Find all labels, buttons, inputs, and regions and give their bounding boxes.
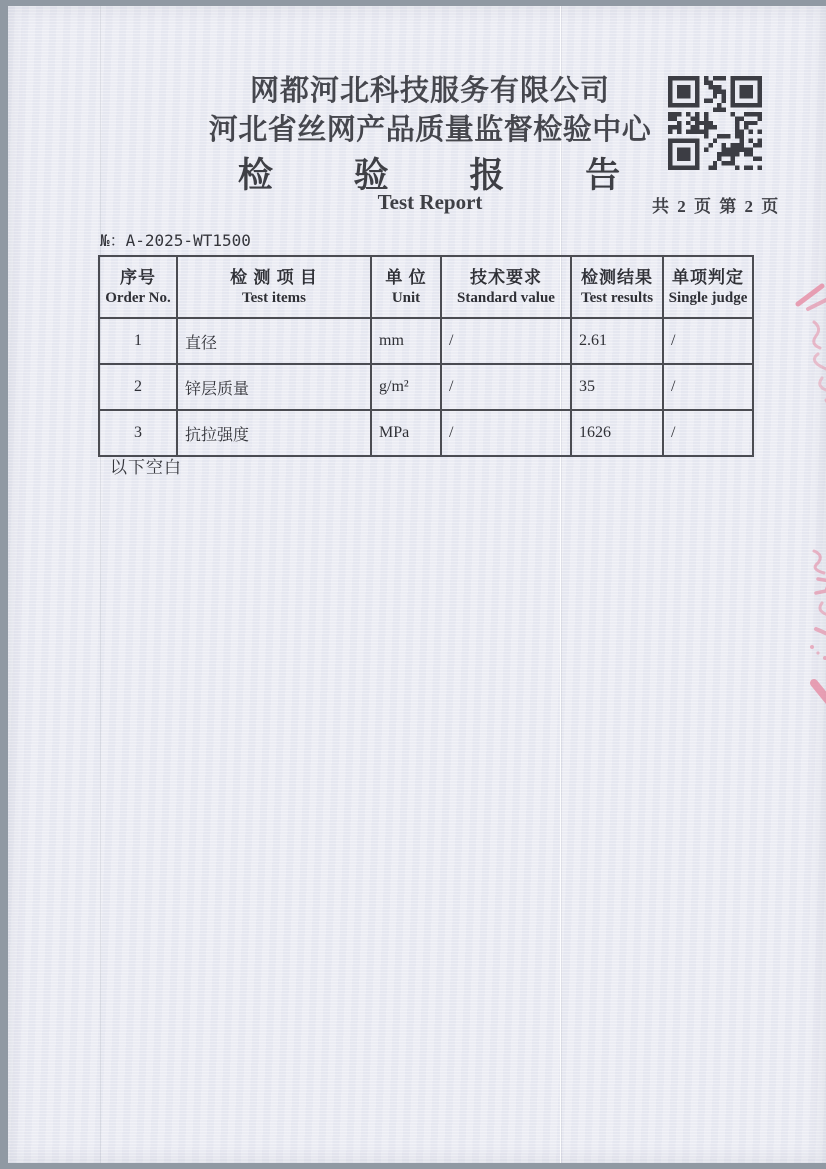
table-row [99,364,753,410]
header-results-cn: 检测结果 [581,267,653,287]
header-judge-cn: 单项判定 [672,267,744,287]
report-title-en: Test Report [377,190,483,214]
cell-judge: / [663,318,753,364]
company-name-line1: 网都河北科技服务有限公司 [249,75,610,107]
header-order-cn: 序号 [120,267,156,287]
cell-order-no: 1 [99,318,177,364]
cell-order-no: 3 [99,410,177,456]
header-unit [371,256,441,318]
cell-result: 2.61 [571,318,663,364]
header-test-results [571,256,663,318]
header-single-judge [663,256,753,318]
header-standard-value [441,256,571,318]
report-page [8,6,826,1163]
cell-test-item: 抗拉强度 [177,410,371,456]
cell-standard: / [441,364,571,410]
cell-judge: / [663,364,753,410]
cell-result: 35 [571,364,663,410]
header-items-cn: 检 测 项 目 [230,267,318,287]
header-standard-en: Standard value [457,290,555,307]
cell-result: 1626 [571,410,663,456]
report-title-cn: 检 验 报 告 [237,156,657,195]
header-standard-cn: 技术要求 [470,267,542,287]
header-test-items [177,256,371,318]
header-order-en: Order No. [105,290,171,307]
page-count-label: 共 2 页 第 2 页 [652,197,781,216]
header-results-en: Test results [580,290,654,307]
red-seal-fragment-bottom-icon [792,545,826,710]
table-row [99,318,753,364]
header-order-no [99,256,177,318]
blank-below-note: 以下空白 [110,458,182,477]
qr-code-icon [668,76,762,170]
cell-order-no: 2 [99,364,177,410]
header-unit-cn: 单 位 [385,267,427,287]
report-number: №：A-2025-WT1500 [100,231,251,250]
company-name-line2: 河北省丝网产品质量监督检验中心 [208,114,652,146]
header-judge-en: Single judge [668,290,748,307]
cell-test-item: 直径 [177,318,371,364]
cell-unit: mm [371,318,441,364]
cell-unit: g/m² [371,364,441,410]
header-items-en: Test items [241,290,307,307]
table-header-row [99,256,753,318]
red-seal-fragment-top-icon [788,282,826,417]
table-row [99,410,753,456]
cell-test-item: 锌层质量 [177,364,371,410]
cell-unit: MPa [371,410,441,456]
test-results-table [98,255,754,457]
header-unit-en: Unit [391,290,421,307]
cell-standard: / [441,318,571,364]
cell-standard: / [441,410,571,456]
cell-judge: / [663,410,753,456]
